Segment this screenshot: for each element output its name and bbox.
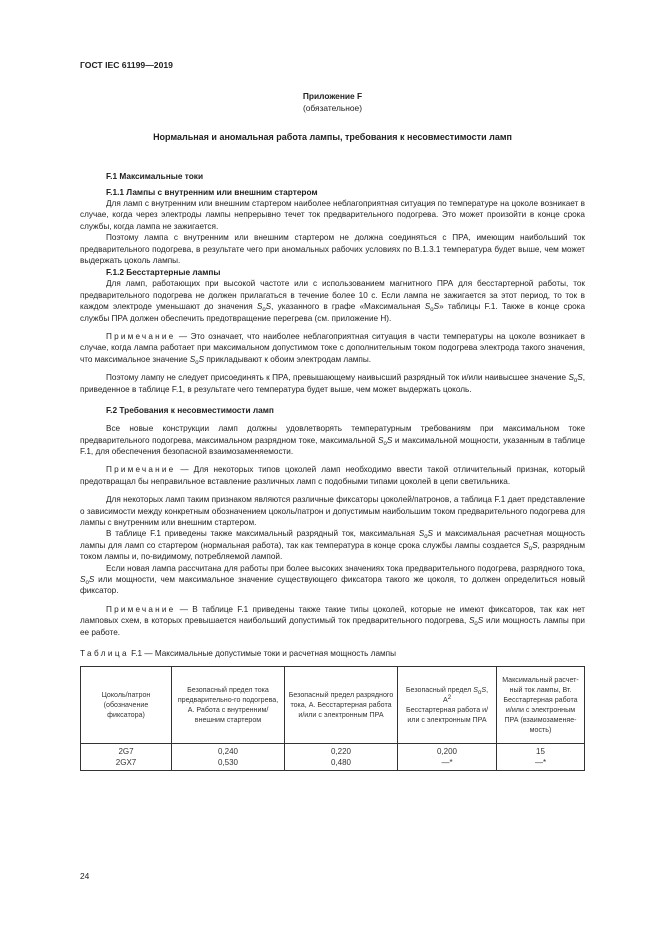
cell-preheat: 0,240 0,530 xyxy=(172,744,285,771)
section-f11-heading: F.1.1 Лампы с внутренним или внешним стартером xyxy=(106,187,318,197)
appendix-title: Приложение F xyxy=(302,91,363,101)
cell-discharge: 0,220 0,480 xyxy=(285,744,398,771)
f2-paragraph-3: В таблице F.1 приведены также максимальный разрядный ток, максимальная $S_oS$ и максимальная расчетная мощность лампы для ламп со стартером (нормальная работа), так как температура в конце срока службы лампы создается $S_oS$, разрядным током лампы и, по-видимому, потребляемой лампой. xyxy=(80,529,585,562)
main-title: Нормальная и аномальная работа лампы, требования к несовместимости ламп xyxy=(153,132,512,142)
note-3: Примечание — В таблице F.1 приведены также такие типы цоколей, которые не имеют фиксаторов, так как нет ламповых схем, в которых превышается наибольший допустимый ток предварительного подогрева, $S_oS$ или мощность лампы при ее работе. xyxy=(80,604,586,637)
f2-paragraph-4: Если новая лампа рассчитана для работы при более высоких значениях тока предварительного подогрева, разрядного тока, $S_oS$ или мощности, чем максимальное значение существующего фиксатора такого же цоколя, то должен определиться новый фиксатор. xyxy=(80,563,585,596)
section-f2-heading: F.2 Требования к несовместимости ламп xyxy=(106,405,274,416)
appendix-status: (обязательное) xyxy=(302,103,362,113)
header-sos: Безопасный предел $S_oS$, $А^2$ Бесстартерная работа и/или с электронным ПРА xyxy=(398,667,497,744)
header-power: Максимальный расчет-ный ток лампы, Вт. Бесстартерная работа и/или с электронным ПРА (взаимозаменяе-мость) xyxy=(497,667,585,744)
cell-power: 15 —* xyxy=(497,744,585,771)
table-row xyxy=(81,744,585,771)
note-1: Примечание — Это означает, что наиболее неблагоприятная ситуация в части температуры на цоколе возникает в случае, когда лампа работает при максимальном допустимом токе с дополнительным током подогрева электрода такого значения, что максимальное значение $S_oS$ прикладывают к обоим электродам лампы. xyxy=(80,332,585,366)
f11-paragraph-2: Поэтому лампа с внутренним или внешним стартером не должна соединяться с ПРА, имеющим наибольший ток предварительного подогрева, в результате чего при аномальных рабочих условиях по В.1.3.1 температура будет выше, чем может выдержать цоколь лампы. xyxy=(80,233,585,266)
table-caption: Таблица F.1 — Максимальные допустимые токи и расчетная мощность лампы xyxy=(80,649,396,658)
f2-paragraph-2: Для некоторых ламп таким признаком являются различные фиксаторы цоколей/патронов, а таблица F.1 дает представление о зависимости между конкретным обозначением цоколь/патрон и допустимым наибольшим током предварительного подогрева для лампы с внутренним или внешним стартером. xyxy=(80,495,585,527)
page-number: 24 xyxy=(80,871,90,881)
section-f1-heading: F.1 Максимальные токи xyxy=(106,171,204,181)
f2-paragraph-1: Все новые конструкции ламп должны удовлетворять температурным требованиям при максимальном токе предварительного подогрева, максимальном разрядном токе, максимальной $S_oS$ и максимальной мощности, указанным в таблице F.1, для обеспечения безопасной взаимозаменяемости. xyxy=(80,424,586,456)
header-base: Цоколь/патрон (обозначение фиксатора) xyxy=(81,667,172,744)
cell-sos: 0,200 —* xyxy=(398,744,497,771)
f12-paragraph-1: Для ламп, работающих при высокой частоте или с использованием магнитного ПРА для бесстартерной работы, ток предварительного подогрева не должен прилагаться в течение более 10 с. Если лампа не зажигается за этот период, то ток в каждом электроде уменьшают до значения $S_oS$, указанного в графе «Максимальная $S_oS$» таблицы F.1. Также в конце срока службы ПРА должен обеспечить предотвращение перегрева (см. приложение Н). xyxy=(80,279,585,323)
header-preheat: Безопасный предел тока предварительно-го подогрева, А. Работа с внутренним/ внешним стартером xyxy=(172,667,285,744)
note-2: Примечание — Для некоторых типов цоколей ламп необходимо ввести такой отличительный признак, который предотвращал бы неправильное вставление различных ламп с подобными типами цоколей в цепи светильника. xyxy=(80,465,585,486)
max-currents-table xyxy=(80,666,585,771)
header-discharge: Безопасный предел разрядного тока, А. Бесстартерная работа и/или с электронным ПРА xyxy=(285,667,398,744)
body-text xyxy=(80,170,585,771)
document-code: ГОСТ IEC 61199—2019 xyxy=(80,60,173,70)
f12-paragraph-2: Поэтому лампу не следует присоединять к ПРА, превышающему наивысший разрядный ток и/или наивысшее значение $S_oS$, приведенное в таблице F.1, в результате чего температура будет выше, чем может выдержать цоколь. xyxy=(80,373,585,394)
f11-paragraph-1: Для ламп с внутренним или внешним стартером наиболее неблагоприятная ситуация по температуре на цоколе возникает в случае, когда через электроды лампы непрерывно течет ток предварительного подогрева. Это может произойти в конце срока службы, когда лампа не зажигается. xyxy=(80,199,585,231)
section-f12-heading: F.1.2 Бесстартерные лампы xyxy=(106,267,221,278)
cell-base: 2G7 2GX7 xyxy=(81,744,172,771)
appendix-heading xyxy=(80,90,585,114)
table-header-row xyxy=(81,667,585,744)
